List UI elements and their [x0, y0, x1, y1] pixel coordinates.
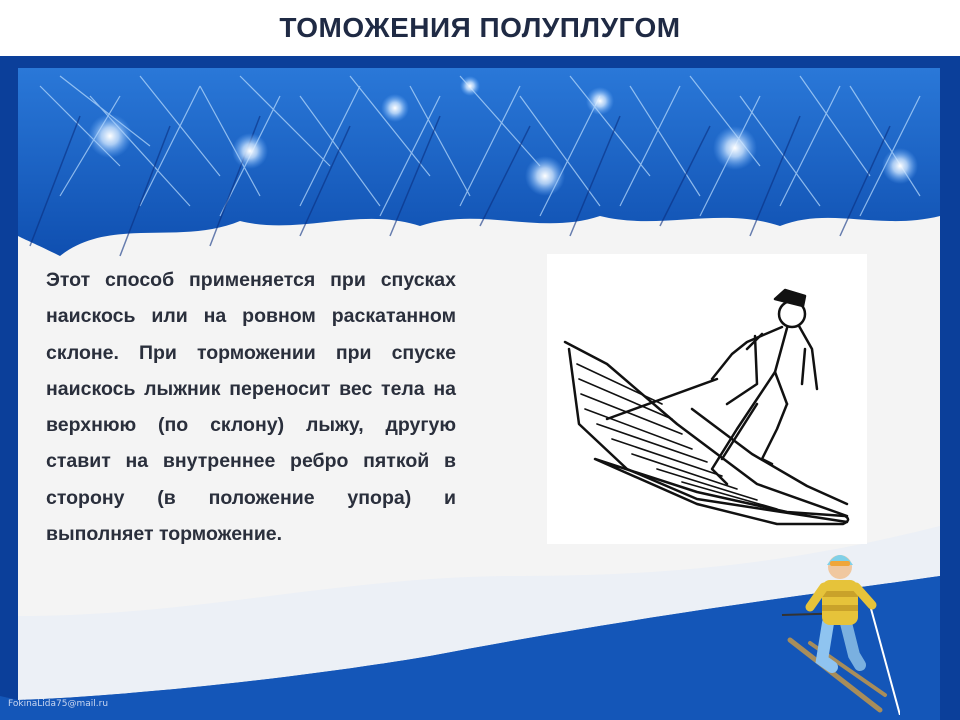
- author-credit: FokinaLida75@mail.ru: [8, 699, 109, 709]
- skier-sketch-illustration: [547, 254, 867, 544]
- cartoon-skier-figure: [780, 545, 900, 715]
- slide-title: ТОМОЖЕНИЯ ПОЛУПЛУГОМ: [279, 12, 681, 43]
- description-paragraph: Этот способ применяется при спусках наискось или на ровном раскатанном склоне. При торможении при спуске наискось лыжник переносит вес тела на верхнюю (по склону) лыжу, другую ставит на внутреннее ребро пяткой в сторону (в положение упора) и выполняет торможение.: [46, 269, 456, 546]
